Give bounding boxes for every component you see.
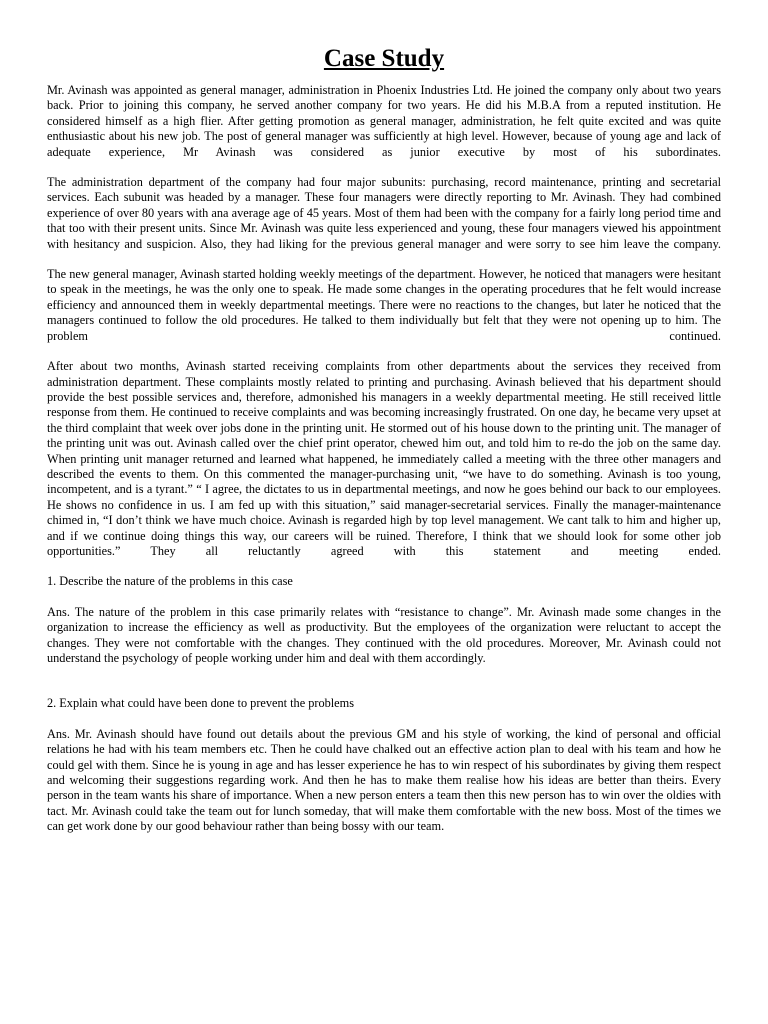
paragraph-gap <box>47 160 721 175</box>
case-paragraph-3: The new general manager, Avinash started holding weekly meetings of the department. However, he noticed that managers were hesitant to speak in the meetings, he was the only one to speak. He made some changes in the operating procedures that he felt would increase efficiency and announced them in weekly departmental meetings. There were no reactions to the changes, but later he noticed that the managers continued to follow the old procedures. He talked to them individually but felt that they were not opening up to him. The problem continued. <box>47 267 721 343</box>
case-paragraph-4: After about two months, Avinash started receiving complaints from other departments about the services they received from administration department. These complaints mostly related to printing and purchasing. Avinash believed that his department should provide the best possible services and, therefore, admonished his managers in a weekly departmental meeting. He still received little response from them. He continued to receive complaints and was becoming increasingly frustrated. On one day, he became very upset at the third complaint that week over jobs done in the printing unit. He stormed out of his house down to the printing unit. The manager of the printing unit was out. Avinash called over the chief print operator, chewed him out, and told him to re-do the job on the same day. When printing unit manager returned and learned what happened, he immediately called a meeting with the three other managers and described the events to them. On this commented the manager-purchasing unit, “we have to do something. Avinash is too young, incompetent, and is a tyrant.” “ I agree, the dictates to us in departmental meetings, and now he goes behind our back to our employees. He shows no confidence in us. I am fed up with this situation,” said manager-secretarial services. Finally the manager-maintenance chimed in, “I don’t think we have much choice. Avinash is regarded high by top level management. We cant talk to him and higher up, and if we continue doing things this way, our careers will be ruined. Therefore, I think that we should look for some other job opportunities.” They all reluctantly agreed with this statement and meeting ended. <box>47 359 721 558</box>
case-paragraph-1: Mr. Avinash was appointed as general manager, administration in Phoenix Industries Ltd. He joined the company only about two years back. Prior to joining this company, he served another company for two years. He did his M.B.A from a reputed institution. He considered himself as a high flier. After getting promotion as general manager, administration, he felt quite excited and was quite enthusiastic about his new job. The post of general manager was sufficiently at high level. However, because of young age and lack of adequate experience, Mr Avinash was considered as junior executive by most of his subordinates. <box>47 83 721 159</box>
document-page <box>47 44 721 835</box>
answer-2: Ans. Mr. Avinash should have found out details about the previous GM and his style of working, the kind of personal and official relations he had with his team members etc. Then he could have chalked out an effective action plan to deal with his team and how he could gel with them. Since he is young in age and has lesser experience he has to win respect of his subordinates by giving them respect and welcoming their suggestions regarding work. And then he has to make them realise how his ideas are better than theirs. Every person in the team wants his share of importance. When a new person enters a team then this new person has to win over the oldies with tact. Mr. Avinash could take the team out for lunch someday, that will make them comfortable with the new boss. Most of the times we can get work done by our good behaviour rather than being bossy with our team. <box>47 726 721 834</box>
paragraph-gap <box>47 559 721 574</box>
paragraph-gap <box>47 590 721 605</box>
question-1: 1. Describe the nature of the problems in this case <box>47 574 293 589</box>
case-paragraph-2: The administration department of the company had four major subunits: purchasing, record maintenance, printing and secretarial services. Each subunit was headed by a manager. These four managers were directly reporting to Mr. Avinash. They had combined experience of over 80 years with ana average age of 45 years. Most of them had been with the company for a fairly long period time and that too with their present units. Since Mr. Avinash was quite less experienced and young, these four managers viewed his appointment with hesitancy and suspicion. Also, they had liking for the previous general manager and were sorry to see him leave the company. <box>47 175 721 251</box>
paragraph-gap <box>47 344 721 359</box>
answer-1: Ans. The nature of the problem in this case primarily relates with “resistance to change”. Mr. Avinash made some changes in the organization to increase the efficiency as well as productivity. But the employees of the organization were reluctant to accept the changes. They were not comfortable with the changes. They continued with the old procedures. Moreover, Mr. Avinash could not understand the psychology of people working under him and deal with them accordingly. <box>47 604 721 665</box>
section-gap <box>47 666 721 696</box>
paragraph-gap <box>47 252 721 267</box>
question-2: 2. Explain what could have been done to prevent the problems <box>47 696 354 711</box>
paragraph-gap <box>47 712 721 727</box>
document-title: Case Study <box>323 45 445 72</box>
